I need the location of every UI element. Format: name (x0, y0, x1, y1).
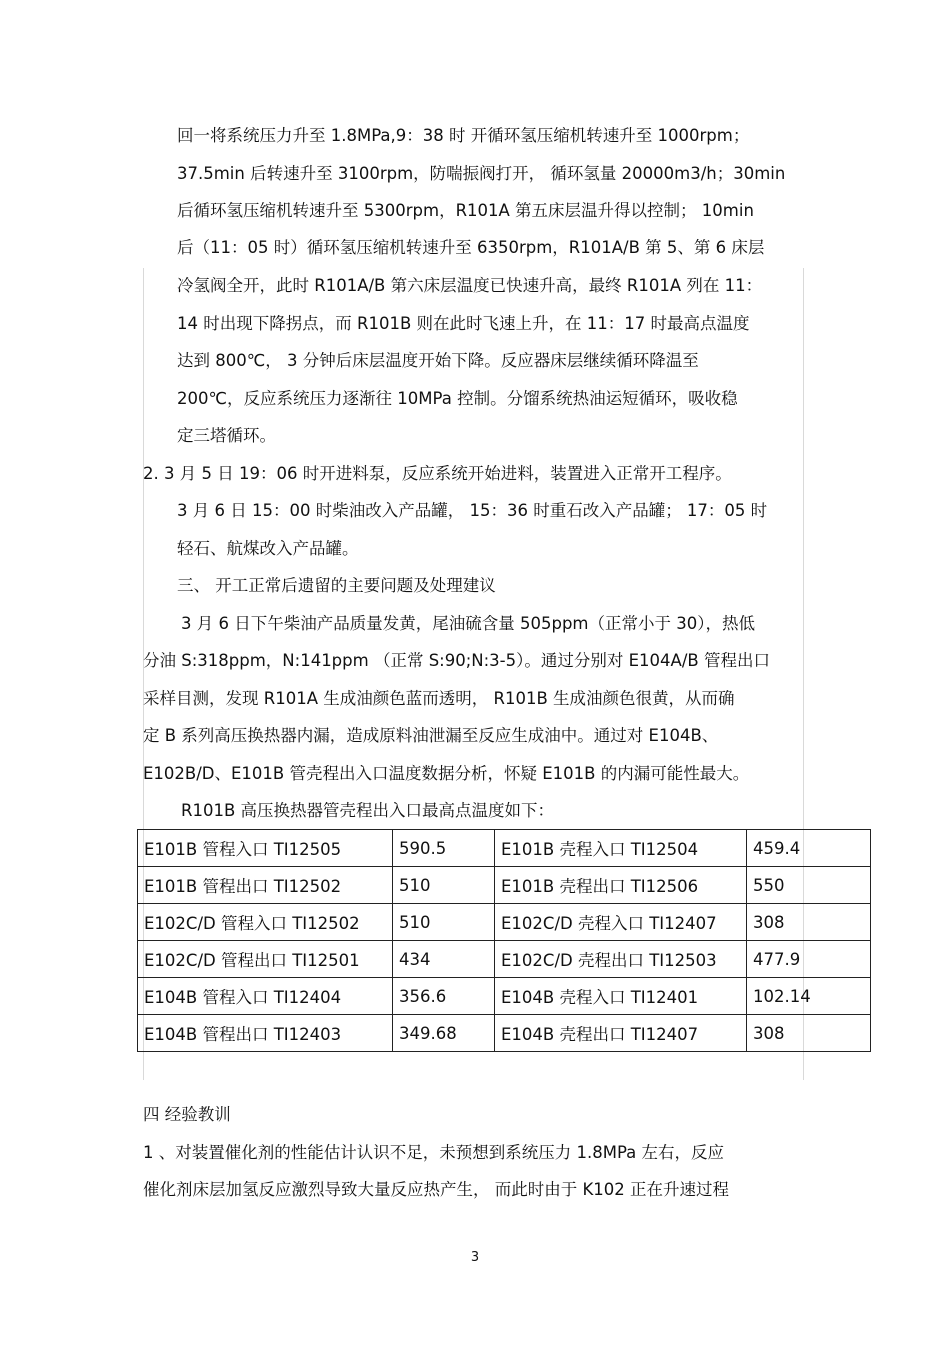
page-number: 3 (470, 1250, 480, 1265)
table-cell: E104B 管程入口 TI12404 (138, 978, 393, 1015)
table-cell: E104B 壳程出口 TI12407 (495, 1015, 747, 1052)
section-heading: 四 经验教训 (143, 1105, 231, 1124)
table-row (138, 941, 871, 978)
table-cell: 349.68 (393, 1015, 495, 1052)
table-cell: E104B 壳程入口 TI12401 (495, 978, 747, 1015)
text-line: 定 B 系列高压换热器内漏，造成原料油泄漏至反应生成油中。通过对 E104B、 (143, 726, 719, 745)
table-cell: E101B 壳程入口 TI12504 (495, 830, 747, 867)
text-line: 达到 800℃， 3 分钟后床层温度开始下降。反应器床层继续循环降温至 (177, 351, 699, 370)
table-cell: E101B 壳程出口 TI12506 (495, 867, 747, 904)
table-row (138, 978, 871, 1015)
table-cell: 590.5 (393, 830, 495, 867)
table-cell: E101B 管程出口 TI12502 (138, 867, 393, 904)
text-line: 回一将系统压力升至 1.8MPa,9：38 时 开循环氢压缩机转速升至 1000rpm； (177, 126, 750, 145)
list-item-2: 2. 3 月 5 日 19：06 时开进料泵，反应系统开始进料，装置进入正常开工程序。 (143, 464, 732, 483)
table-cell: 308 (747, 904, 871, 941)
text-line: 200℃，反应系统压力逐渐往 10MPa 控制。分馏系统热油运短循环，吸收稳 (177, 389, 738, 408)
temperature-table (137, 829, 871, 1052)
table-cell: 477.9 (747, 941, 871, 978)
table-row (138, 867, 871, 904)
text-line: 1 、对装置催化剂的性能估计认识不足，未预想到系统压力 1.8MPa 左右，反应 (143, 1143, 725, 1162)
table-row (138, 1015, 871, 1052)
text-line: 轻石、航煤改入产品罐。 (177, 539, 359, 558)
text-line: 后循环氢压缩机转速升至 5300rpm，R101A 第五床层温升得以控制； 10min (177, 201, 754, 220)
table-cell: 550 (747, 867, 871, 904)
table-cell: E102C/D 管程入口 TI12502 (138, 904, 393, 941)
text-line: 定三塔循环。 (177, 426, 276, 445)
text-line: 冷氢阀全开，此时 R101A/B 第六床层温度已快速升高，最终 R101A 列在 11： (177, 276, 763, 295)
text-line: 3 月 6 日 15：00 时柴油改入产品罐， 15：36 时重石改入产品罐； 17：05 时 (177, 501, 768, 520)
table-caption: R101B 高压换热器管壳程出入口最高点温度如下： (181, 801, 555, 820)
section-heading: 三、 开工正常后遗留的主要问题及处理建议 (177, 576, 496, 595)
table-cell: E102C/D 壳程出口 TI12503 (495, 941, 747, 978)
table-cell: 510 (393, 904, 495, 941)
table-cell: E102C/D 壳程入口 TI12407 (495, 904, 747, 941)
text-line: 37.5min 后转速升至 3100rpm，防喘振阀打开， 循环氢量 20000m3/h；30min (177, 164, 786, 183)
text-line: 分油 S:318ppm，N:141ppm （正常 S:90;N:3-5）。通过分别对 E104A/B 管程出口 (143, 651, 770, 670)
text-line: 催化剂床层加氢反应激烈导致大量反应热产生， 而此时由于 K102 正在升速过程 (143, 1180, 730, 1199)
table-cell: E104B 管程出口 TI12403 (138, 1015, 393, 1052)
table-cell: 459.4 (747, 830, 871, 867)
text-line: 采样目测，发现 R101A 生成油颜色蓝而透明， R101B 生成油颜色很黄，从而确 (143, 689, 735, 708)
text-line: E102B/D、E101B 管壳程出入口温度数据分析，怀疑 E101B 的内漏可能性最大。 (143, 764, 750, 783)
text-line: 后（11：05 时）循环氢压缩机转速升至 6350rpm，R101A/B 第 5、第 6 床层 (177, 238, 765, 257)
table-row (138, 830, 871, 867)
table-row (138, 904, 871, 941)
table-cell: E102C/D 管程出口 TI12501 (138, 941, 393, 978)
table-cell: E101B 管程入口 TI12505 (138, 830, 393, 867)
table-cell: 510 (393, 867, 495, 904)
table-cell: 434 (393, 941, 495, 978)
text-line: 14 时出现下降拐点，而 R101B 则在此时飞速上升，在 11：17 时最高点温度 (177, 314, 750, 333)
table-cell: 308 (747, 1015, 871, 1052)
table-cell: 102.14 (747, 978, 871, 1015)
text-line: 3 月 6 日下午柴油产品质量发黄，尾油硫含量 505ppm（正常小于 30），热低 (181, 614, 755, 633)
table-cell: 356.6 (393, 978, 495, 1015)
